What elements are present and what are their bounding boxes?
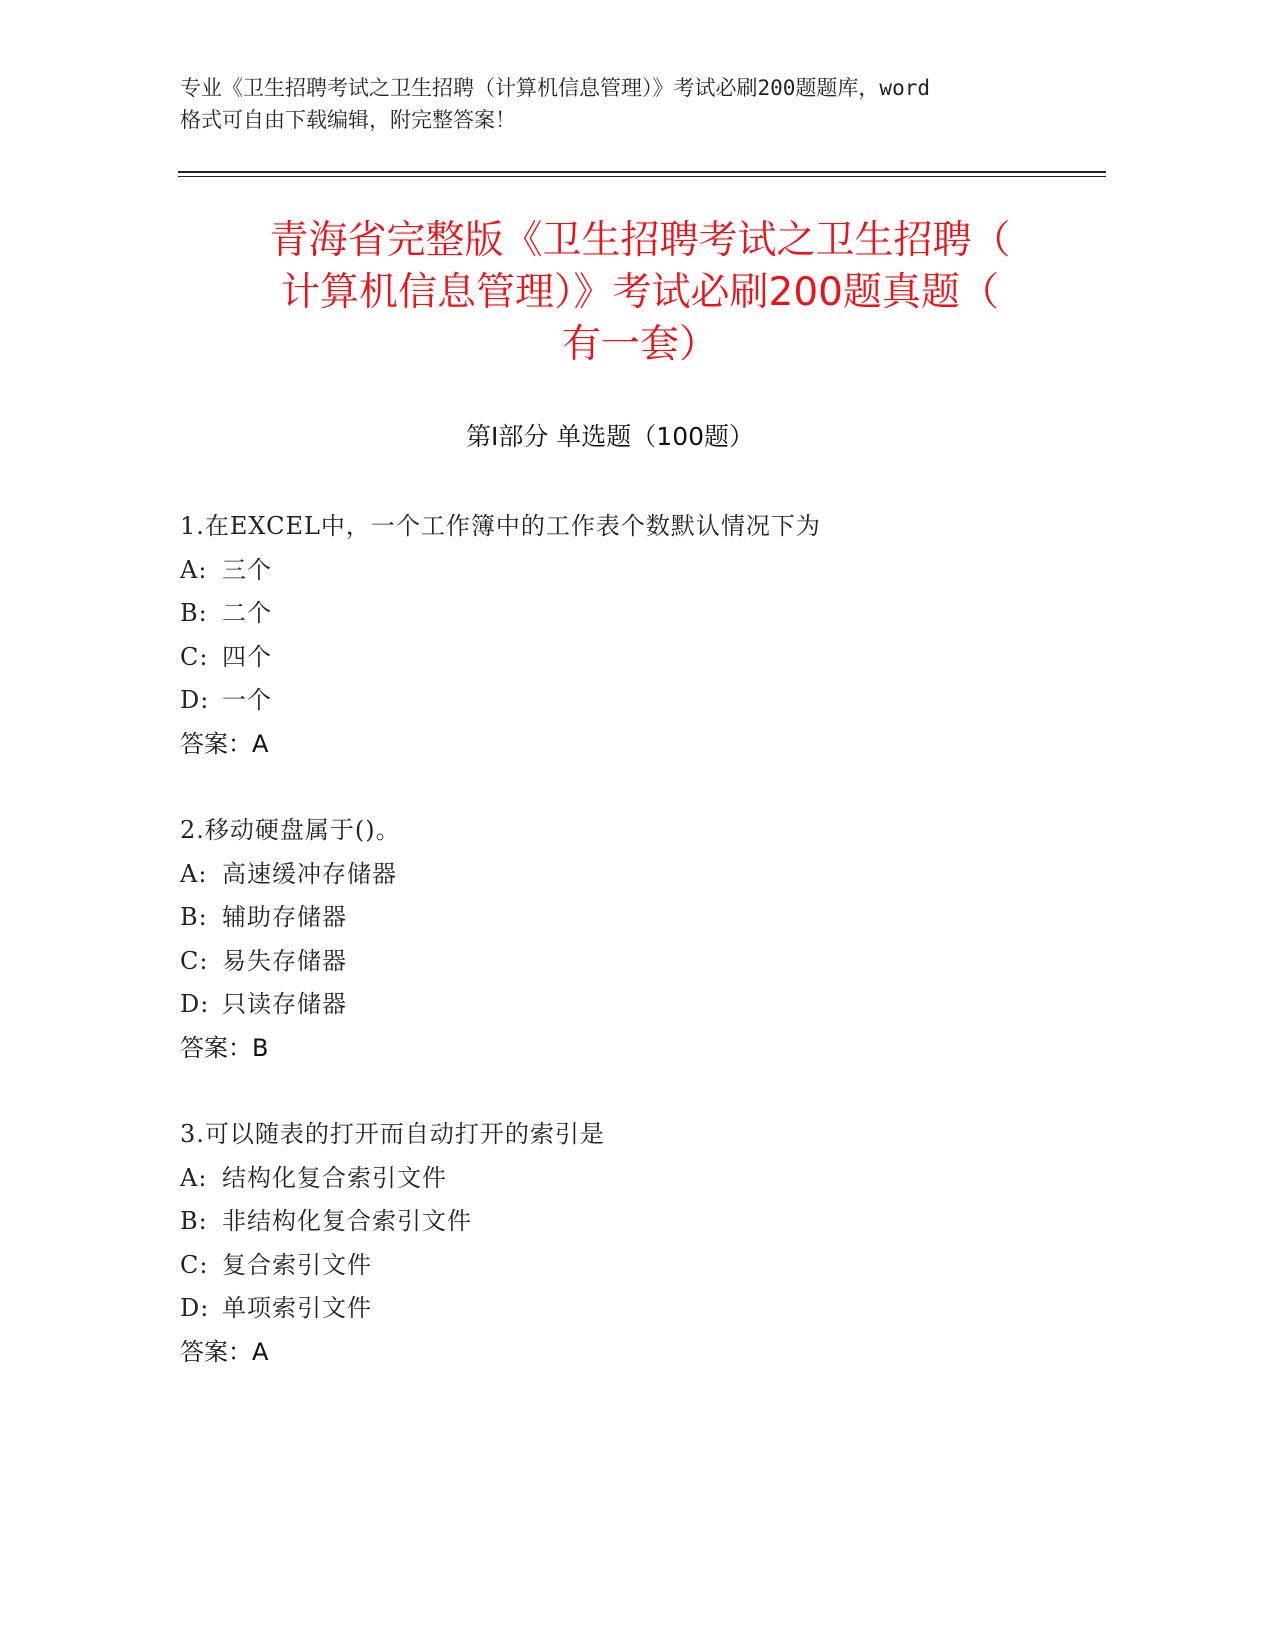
option-text: 一个 xyxy=(222,686,272,714)
option-c xyxy=(180,940,1100,984)
answer-line: 答案：A xyxy=(180,1337,269,1366)
document-title-line-3: 有一套） xyxy=(561,322,718,367)
document-title-line-1: 青海省完整版《卫生招聘考试之卫生招聘（ xyxy=(269,218,1011,263)
option-letter: A: xyxy=(180,859,208,888)
option-letter: D: xyxy=(180,1294,210,1322)
option-b xyxy=(180,592,1100,636)
header-note-line-2: 格式可自由下载编辑，附完整答案！ xyxy=(180,108,516,132)
option-letter: A: xyxy=(180,555,208,584)
answer-line: 答案：B xyxy=(180,1033,269,1062)
question-stem: 3.可以随表的打开而自动打开的索引是 xyxy=(180,1120,605,1148)
option-text: 只读存储器 xyxy=(222,990,347,1018)
option-a xyxy=(180,549,1100,593)
option-d xyxy=(180,679,1100,723)
header-divider-thin xyxy=(178,176,1106,177)
option-a xyxy=(180,853,1100,897)
option-text: 四个 xyxy=(222,642,272,671)
option-letter: D: xyxy=(180,990,210,1018)
section-heading: 第Ⅰ部分 单选题（100题） xyxy=(465,422,755,451)
option-text: 辅助存储器 xyxy=(222,903,347,931)
option-text: 二个 xyxy=(222,599,272,627)
option-letter: A: xyxy=(180,1163,208,1192)
option-text: 高速缓冲存储器 xyxy=(222,859,397,888)
question-list xyxy=(180,505,1100,1417)
option-d xyxy=(180,1287,1100,1331)
option-letter: C: xyxy=(180,1250,209,1279)
option-letter: C: xyxy=(180,642,209,671)
option-a xyxy=(180,1157,1100,1201)
option-c xyxy=(180,1244,1100,1288)
header-note xyxy=(180,72,1080,136)
header-note-line-1: 专业《卫生招聘考试之卫生招聘（计算机信息管理）》考试必刷200题题库，word xyxy=(180,76,930,100)
header-divider-thick xyxy=(178,171,1106,173)
answer-line: 答案：A xyxy=(180,729,269,758)
option-text: 三个 xyxy=(222,555,272,584)
question-2 xyxy=(180,809,1100,1070)
option-b xyxy=(180,896,1100,940)
question-stem: 1.在EXCEL中，一个工作簿中的工作表个数默认情况下为 xyxy=(180,512,821,540)
question-1 xyxy=(180,505,1100,766)
option-letter: D: xyxy=(180,686,210,714)
option-letter: B: xyxy=(180,599,208,627)
option-text: 复合索引文件 xyxy=(222,1250,372,1279)
question-stem: 2.移动硬盘属于()。 xyxy=(180,816,401,844)
document-title xyxy=(180,215,1100,371)
option-text: 结构化复合索引文件 xyxy=(222,1163,447,1192)
option-letter: B: xyxy=(180,1207,208,1235)
option-letter: B: xyxy=(180,903,208,931)
option-text: 易失存储器 xyxy=(222,946,347,975)
question-3 xyxy=(180,1113,1100,1374)
option-letter: C: xyxy=(180,946,209,975)
option-text: 单项索引文件 xyxy=(222,1294,372,1322)
option-d xyxy=(180,983,1100,1027)
option-text: 非结构化复合索引文件 xyxy=(222,1207,472,1235)
option-b xyxy=(180,1200,1100,1244)
document-title-line-2: 计算机信息管理）》考试必刷200题真题（ xyxy=(281,270,999,315)
option-c xyxy=(180,636,1100,680)
